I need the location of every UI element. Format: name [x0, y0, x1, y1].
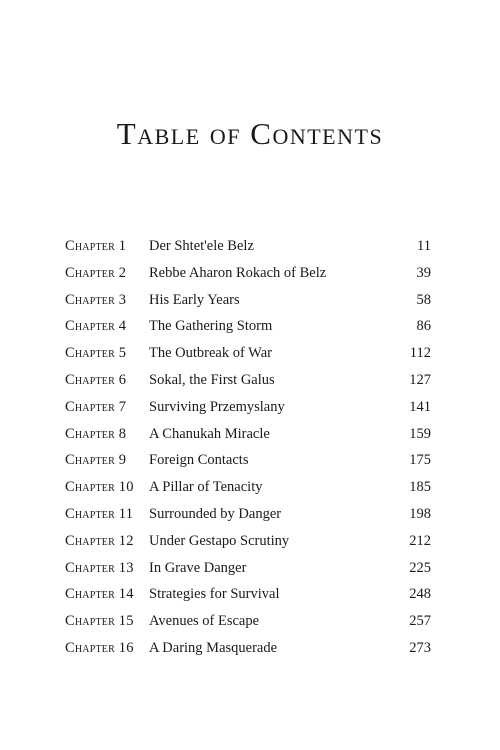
chapter-page-number: 58: [416, 291, 431, 308]
chapter-page-number: 11: [417, 238, 431, 254]
toc-entry[interactable]: [0, 313, 500, 340]
toc-entry[interactable]: [0, 340, 500, 367]
chapter-label: Chapter 16: [65, 639, 134, 656]
toc-entry[interactable]: [0, 447, 500, 474]
chapter-label: Chapter 4: [65, 318, 127, 335]
chapter-page-number: 185: [409, 479, 431, 496]
chapter-title: A Daring Masquerade: [149, 639, 278, 656]
chapter-page-number: 273: [409, 639, 431, 656]
chapter-title: Avenues of Escape: [149, 613, 260, 630]
chapter-label: Chapter 14: [65, 586, 134, 603]
chapter-label: Chapter 7: [65, 398, 127, 415]
toc-entry[interactable]: [0, 233, 500, 260]
chapter-page-number: 112: [409, 345, 431, 362]
chapter-page-number: 225: [409, 559, 431, 576]
chapter-page-number: 127: [409, 371, 431, 388]
chapter-label: Chapter 6: [65, 371, 127, 388]
chapter-label: Chapter 5: [65, 345, 127, 362]
chapter-label: Chapter 8: [65, 425, 127, 442]
chapter-page-number: 175: [409, 452, 431, 469]
chapter-title: In Grave Danger: [149, 559, 247, 576]
chapter-page-number: 39: [416, 264, 431, 281]
toc-entry[interactable]: [0, 555, 500, 582]
toc-entry[interactable]: [0, 260, 500, 287]
chapter-title: The Gathering Storm: [149, 318, 273, 335]
chapter-page-number: 86: [416, 318, 431, 335]
toc-entry[interactable]: [0, 421, 500, 448]
chapter-title: Der Shtet'ele Belz: [149, 238, 254, 254]
toc-entry[interactable]: [0, 287, 500, 314]
chapter-title: Foreign Contacts: [149, 452, 249, 469]
toc-entry[interactable]: [0, 501, 500, 528]
toc-entry[interactable]: [0, 367, 500, 394]
chapter-title: A Chanukah Miracle: [149, 425, 270, 442]
table-of-contents: [0, 233, 500, 662]
chapter-title: Strategies for Survival: [149, 586, 280, 603]
chapter-label: Chapter 15: [65, 613, 134, 630]
chapter-label: Chapter 3: [65, 291, 127, 308]
chapter-page-number: 159: [409, 425, 431, 442]
chapter-page-number: 248: [409, 586, 431, 603]
page-title: Table of Contents: [116, 116, 384, 151]
toc-entry[interactable]: [0, 394, 500, 421]
chapter-label: Chapter 13: [65, 559, 134, 576]
chapter-title: Rebbe Aharon Rokach of Belz: [149, 264, 327, 281]
toc-entry[interactable]: [0, 528, 500, 555]
chapter-title: Surrounded by Danger: [149, 505, 282, 522]
chapter-page-number: 141: [409, 398, 431, 415]
toc-entry[interactable]: [0, 608, 500, 635]
chapter-title: A Pillar of Tenacity: [149, 479, 263, 496]
chapter-label: Chapter 9: [65, 452, 127, 469]
chapter-page-number: 198: [409, 505, 431, 522]
chapter-title: His Early Years: [149, 291, 240, 308]
chapter-label: Chapter 10: [65, 479, 134, 496]
chapter-title: Sokal, the First Galus: [149, 371, 275, 388]
chapter-page-number: 212: [409, 532, 431, 549]
chapter-label: Chapter 1: [65, 238, 127, 254]
chapter-page-number: 257: [409, 613, 431, 630]
toc-entry[interactable]: [0, 474, 500, 501]
toc-entry[interactable]: [0, 581, 500, 608]
chapter-title: Surviving Przemyslany: [149, 398, 285, 415]
chapter-label: Chapter 11: [65, 505, 134, 522]
chapter-title: Under Gestapo Scrutiny: [149, 532, 290, 549]
toc-entry[interactable]: [0, 635, 500, 662]
chapter-label: Chapter 2: [65, 264, 127, 281]
chapter-label: Chapter 12: [65, 532, 134, 549]
chapter-title: The Outbreak of War: [149, 345, 272, 362]
